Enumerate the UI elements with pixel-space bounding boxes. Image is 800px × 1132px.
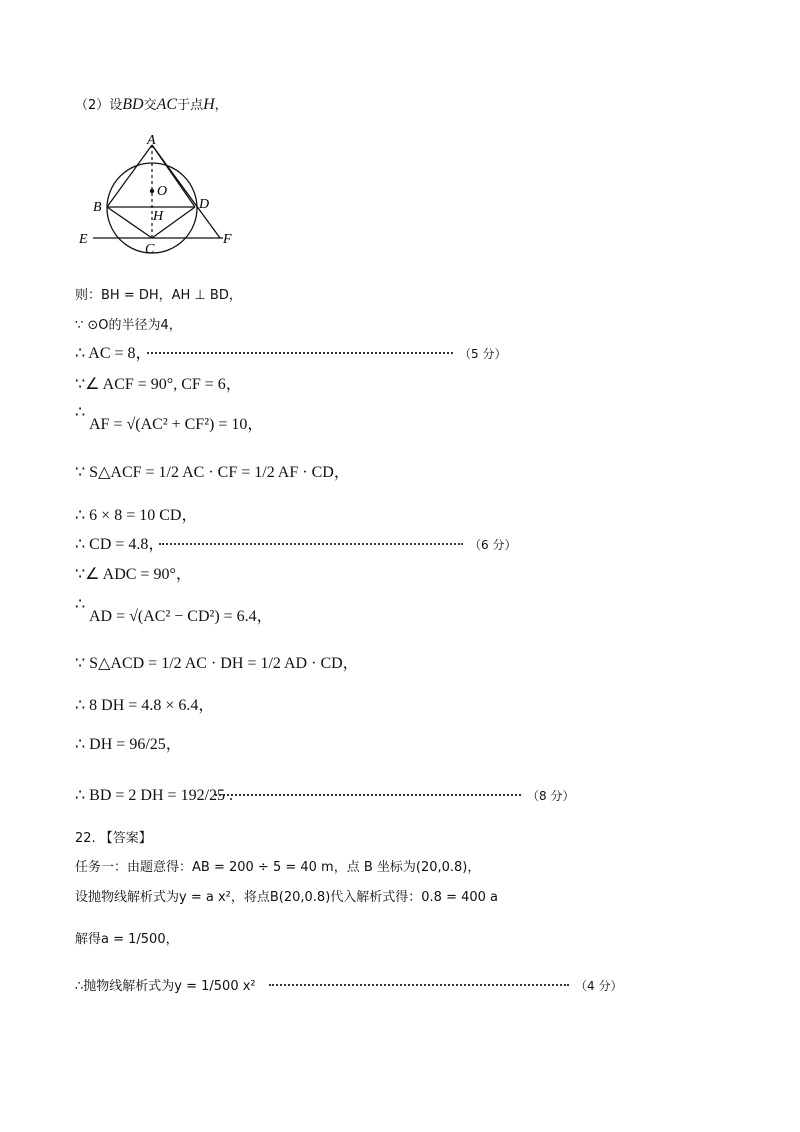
score-5: （5 分）	[459, 347, 507, 361]
leader-dots	[159, 543, 463, 545]
line-6: ∵ S△ACF = 1/2 AC · CF = 1/2 AF · CD，	[75, 464, 350, 481]
line-12: ∴ 8 DH = 4.8 × 6.4，	[75, 697, 215, 714]
line-3: ∴ AC = 8， （5 分）	[75, 345, 507, 362]
geometry-diagram	[75, 128, 245, 258]
line-10-prefix: ∴	[75, 596, 86, 613]
q22-assume: 设抛物线解析式为y = a x²，将点B(20,0.8)代入解析式得：0.8 = 400 a	[75, 890, 499, 905]
label-d: D	[199, 197, 210, 212]
line-8: ∴ CD = 4.8， （6 分）	[75, 536, 517, 553]
line-5-prefix: ∴	[75, 404, 86, 421]
q22-result: ∴抛物线解析式为y = 1/500 x² （4 分）	[75, 979, 623, 994]
label-e: E	[79, 232, 88, 247]
line-10: AD = √(AC² − CD²) = 6.4，	[89, 608, 273, 625]
q22-solve: 解得a = 1/500，	[75, 932, 179, 947]
label-f: F	[223, 232, 232, 247]
score-6: （6 分）	[469, 538, 517, 552]
q22-header: 22. 【答案】	[75, 831, 152, 846]
label-c: C	[145, 242, 155, 257]
line-11: ∵ S△ACD = 1/2 AC · DH = 1/2 AD · CD，	[75, 655, 359, 672]
line-1: 则：BH = DH，AH ⊥ BD，	[75, 288, 242, 303]
center-dot	[150, 189, 154, 193]
label-o: O	[157, 184, 168, 199]
label-a: A	[147, 133, 156, 148]
part2-intro: （2）设BD交AC于点H，	[75, 96, 228, 113]
label-b: B	[93, 200, 102, 215]
line-4: ∵∠ ACF = 90°, CF = 6，	[75, 376, 242, 393]
line-5: AF = √(AC² + CF²) = 10，	[89, 416, 264, 433]
q22-task1: 任务一：由题意得：AB = 200 ÷ 5 = 40 m，点 B 坐标为(20,0.8)，	[75, 860, 481, 875]
leader-dots	[147, 352, 453, 354]
line-bc	[107, 207, 152, 238]
leader-dots	[269, 984, 569, 986]
line-9: ∵∠ ADC = 90°，	[75, 566, 192, 583]
line-2: ∵ ⊙O的半径为4，	[75, 318, 182, 333]
score-4: （4 分）	[575, 979, 623, 993]
line-14: ∴ BD = 2 DH = 192/25 . （8 分）	[75, 787, 575, 804]
line-13: ∴ DH = 96/25，	[75, 736, 182, 753]
leader-dots	[215, 794, 521, 796]
line-7: ∴ 6 × 8 = 10 CD，	[75, 507, 198, 524]
line-ab	[107, 145, 152, 207]
score-8: （8 分）	[527, 789, 575, 803]
label-h: H	[153, 209, 164, 224]
